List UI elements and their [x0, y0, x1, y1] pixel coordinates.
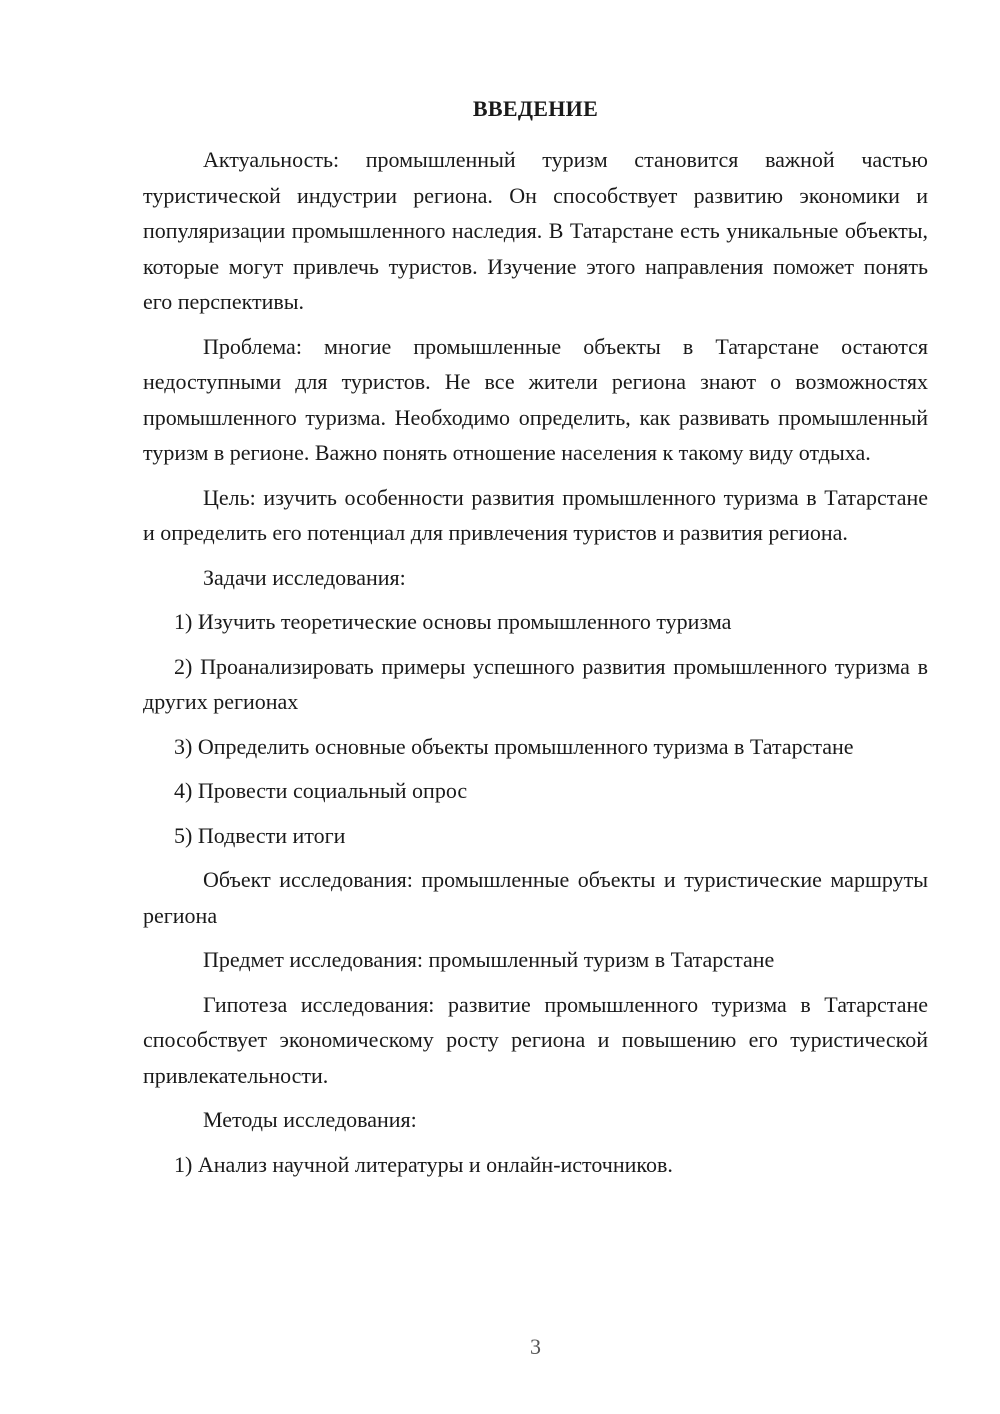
task-item-5: 5) Подвести итоги: [174, 822, 346, 848]
document-body: [143, 142, 928, 1191]
problem-paragraph: Проблема: многие промышленные объекты в Татарстане остаются недоступными для туристов. Не все жители региона знают о возможностях промышленного туризма. Необходимо определить, как развивать промышленный туризм в регионе. Важно понять отношение населения к такому виду отдыха.: [143, 333, 928, 465]
methods-title: Методы исследования:: [203, 1107, 417, 1132]
method-item-1: 1) Анализ научной литературы и онлайн-источников.: [174, 1151, 673, 1177]
task-item-3: 3) Определить основные объекты промышленного туризма в Татарстане: [174, 733, 854, 759]
section-heading: ВВЕДЕНИЕ: [472, 96, 599, 121]
task-item-2: 2) Проанализировать примеры успешного развития промышленного туризма в других регионах: [143, 653, 928, 714]
hypothesis-paragraph: Гипотеза исследования: развитие промышленного туризма в Татарстане способствует экономическому росту региона и повышению его туристической привлекательности.: [143, 991, 928, 1088]
task-item-4: 4) Провести социальный опрос: [174, 778, 468, 803]
relevance-paragraph: Актуальность: промышленный туризм становится важной частью туристической индустрии региона. Он способствует развитию экономики и популяризации промышленного наследия. В Татарстане есть уникальные объекты, которые могут привлечь туристов. Изучение этого направления поможет понять его перспективы.: [143, 147, 928, 314]
tasks-title: Задачи исследования:: [203, 564, 406, 590]
subject-paragraph: Предмет исследования: промышленный туризм в Татарстане: [203, 947, 775, 972]
task-item-1: 1) Изучить теоретические основы промышленного туризма: [174, 609, 732, 634]
goal-paragraph: Цель: изучить особенности развития промышленного туризма в Татарстане и определить его потенциал для привлечения туристов и развития региона.: [143, 484, 928, 545]
object-paragraph: Объект исследования: промышленные объекты и туристические маршруты региона: [143, 867, 928, 928]
page-number: 3: [530, 1334, 541, 1359]
document-page: [143, 0, 928, 1414]
